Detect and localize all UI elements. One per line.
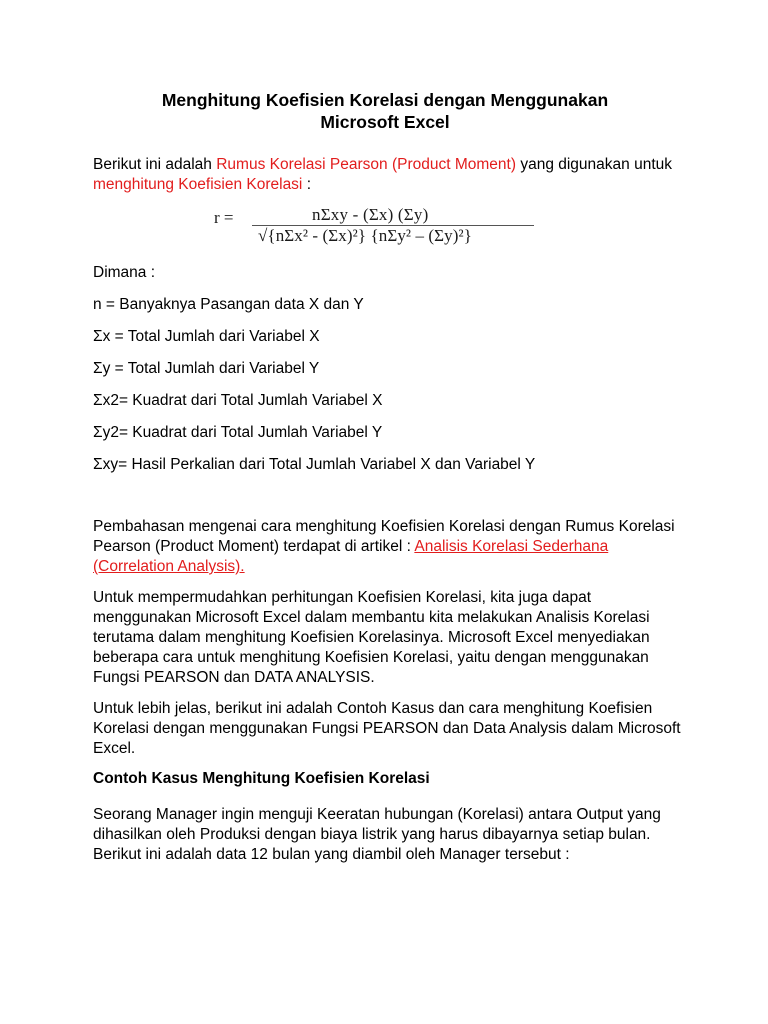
dimana-label: Dimana : [93, 264, 156, 281]
paragraph-contoh-intro: Untuk lebih jelas, berikut ini adalah Contoh Kasus dan cara menghitung Koefisien Korelasi dengan menggunakan Fungsi PEARSON dan Data Analysis dalam Microsoft Excel. [93, 700, 681, 757]
paragraph-case-description: Seorang Manager ingin menguji Keeratan hubungan (Korelasi) antara Output yang dihasilkan oleh Produksi dengan biaya listrik yang harus dibayarnya setiap bulan. Berikut ini adalah data 12 bulan yang diambil oleh Manager tersebut : [93, 806, 661, 863]
intro-text-3: : [302, 176, 312, 193]
intro-highlight-pearson: Rumus Korelasi Pearson (Product Moment) [216, 156, 517, 173]
intro-text-2: yang digunakan untuk [516, 156, 672, 173]
variable-sum-y: Σy = Total Jumlah dari Variabel Y [93, 360, 320, 377]
intro-text-1: Berikut ini adalah [93, 156, 217, 173]
formula-numerator: nΣxy - (Σx) (Σy) [312, 205, 429, 224]
page-title [90, 89, 680, 133]
paragraph-pembahasan-text: Pembahasan mengenai cara menghitung Koefisien Korelasi dengan Rumus Korelasi Pearson (Product Moment) terdapat di artikel : [93, 518, 675, 555]
title-line-2: Microsoft Excel [320, 112, 450, 132]
heading-contoh-kasus: Contoh Kasus Menghitung Koefisien Korelasi [93, 770, 430, 787]
formula-denominator: √{nΣx² - (Σx)²} {nΣy² – (Σy)²} [258, 226, 472, 245]
pearson-formula [212, 203, 542, 249]
paragraph-excel-intro: Untuk mempermudahkan perhitungan Koefisien Korelasi, kita juga dapat menggunakan Microsoft Excel dalam membantu kita melakukan Analisis Korelasi terutama dalam menghitung Koefisien Korelasinya. Microsoft Excel menyediakan beberapa cara untuk menghitung Koefisien Korelasi, yaitu dengan menggunakan Fungsi PEARSON dan DATA ANALYSIS. [93, 589, 650, 686]
paragraph-pembahasan [93, 517, 693, 577]
title-line-1: Menghitung Koefisien Korelasi dengan Menggunakan [161, 90, 609, 110]
variable-sum-y2: Σy2= Kuadrat dari Total Jumlah Variabel Y [93, 424, 383, 441]
variable-sum-xy: Σxy= Hasil Perkalian dari Total Jumlah Variabel X dan Variabel Y [93, 456, 536, 473]
variable-sum-x2: Σx2= Kuadrat dari Total Jumlah Variabel X [93, 392, 383, 409]
intro-paragraph [93, 155, 693, 195]
link-analisis-korelasi[interactable]: Analisis Korelasi Sederhana (Correlation Analysis). [93, 538, 609, 575]
intro-highlight-koefisien: menghitung Koefisien Korelasi [93, 176, 303, 193]
variable-n: n = Banyaknya Pasangan data X dan Y [93, 296, 364, 313]
formula-lhs: r = [214, 208, 234, 227]
variable-sum-x: Σx = Total Jumlah dari Variabel X [93, 328, 320, 345]
